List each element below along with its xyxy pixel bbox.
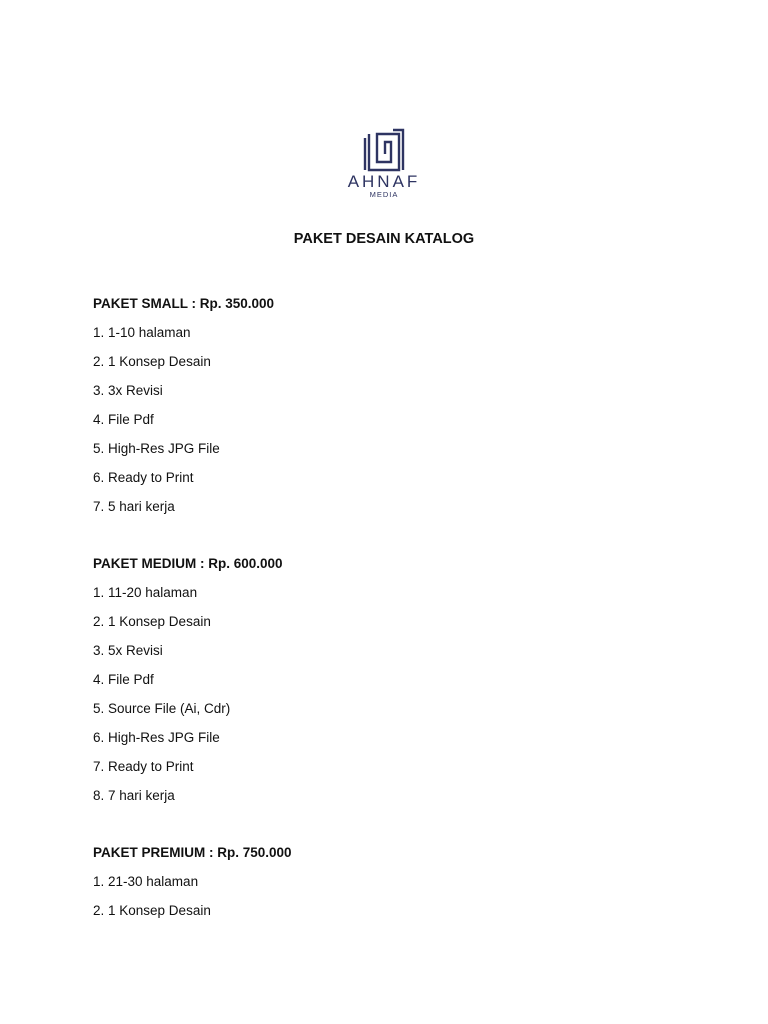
list-item: 2. 1 Konsep Desain <box>93 903 211 918</box>
document-title: PAKET DESAIN KATALOG <box>293 231 475 247</box>
list-item: 1. 1-10 halaman <box>93 325 191 340</box>
package-medium <box>93 555 283 816</box>
list-item: 3. 3x Revisi <box>93 383 163 398</box>
list-item: 8. 7 hari kerja <box>93 788 175 803</box>
package-premium <box>93 844 292 931</box>
list-item: 1. 11-20 halaman <box>93 585 198 600</box>
logo-subtitle: MEDIA <box>369 190 399 199</box>
list-item: 2. 1 Konsep Desain <box>93 614 211 629</box>
list-item: 5. High-Res JPG File <box>93 441 220 456</box>
company-logo <box>333 128 435 212</box>
list-item: 7. Ready to Print <box>93 759 194 774</box>
list-item: 4. File Pdf <box>93 412 154 427</box>
package-heading: PAKET SMALL : Rp. 350.000 <box>93 296 275 311</box>
list-item: 7. 5 hari kerja <box>93 499 175 514</box>
list-item: 6. Ready to Print <box>93 470 194 485</box>
list-item: 6. High-Res JPG File <box>93 730 220 745</box>
list-item: 4. File Pdf <box>93 672 154 687</box>
package-heading: PAKET PREMIUM : Rp. 750.000 <box>93 845 292 860</box>
list-item: 5. Source File (Ai, Cdr) <box>93 701 231 716</box>
kufic-mark-icon <box>363 128 405 172</box>
list-item: 3. 5x Revisi <box>93 643 163 658</box>
list-item: 1. 21-30 halaman <box>93 874 199 889</box>
package-small <box>93 295 274 527</box>
package-heading: PAKET MEDIUM : Rp. 600.000 <box>93 556 283 571</box>
list-item: 2. 1 Konsep Desain <box>93 354 211 369</box>
logo-wordmark: AHNAF <box>347 172 421 191</box>
